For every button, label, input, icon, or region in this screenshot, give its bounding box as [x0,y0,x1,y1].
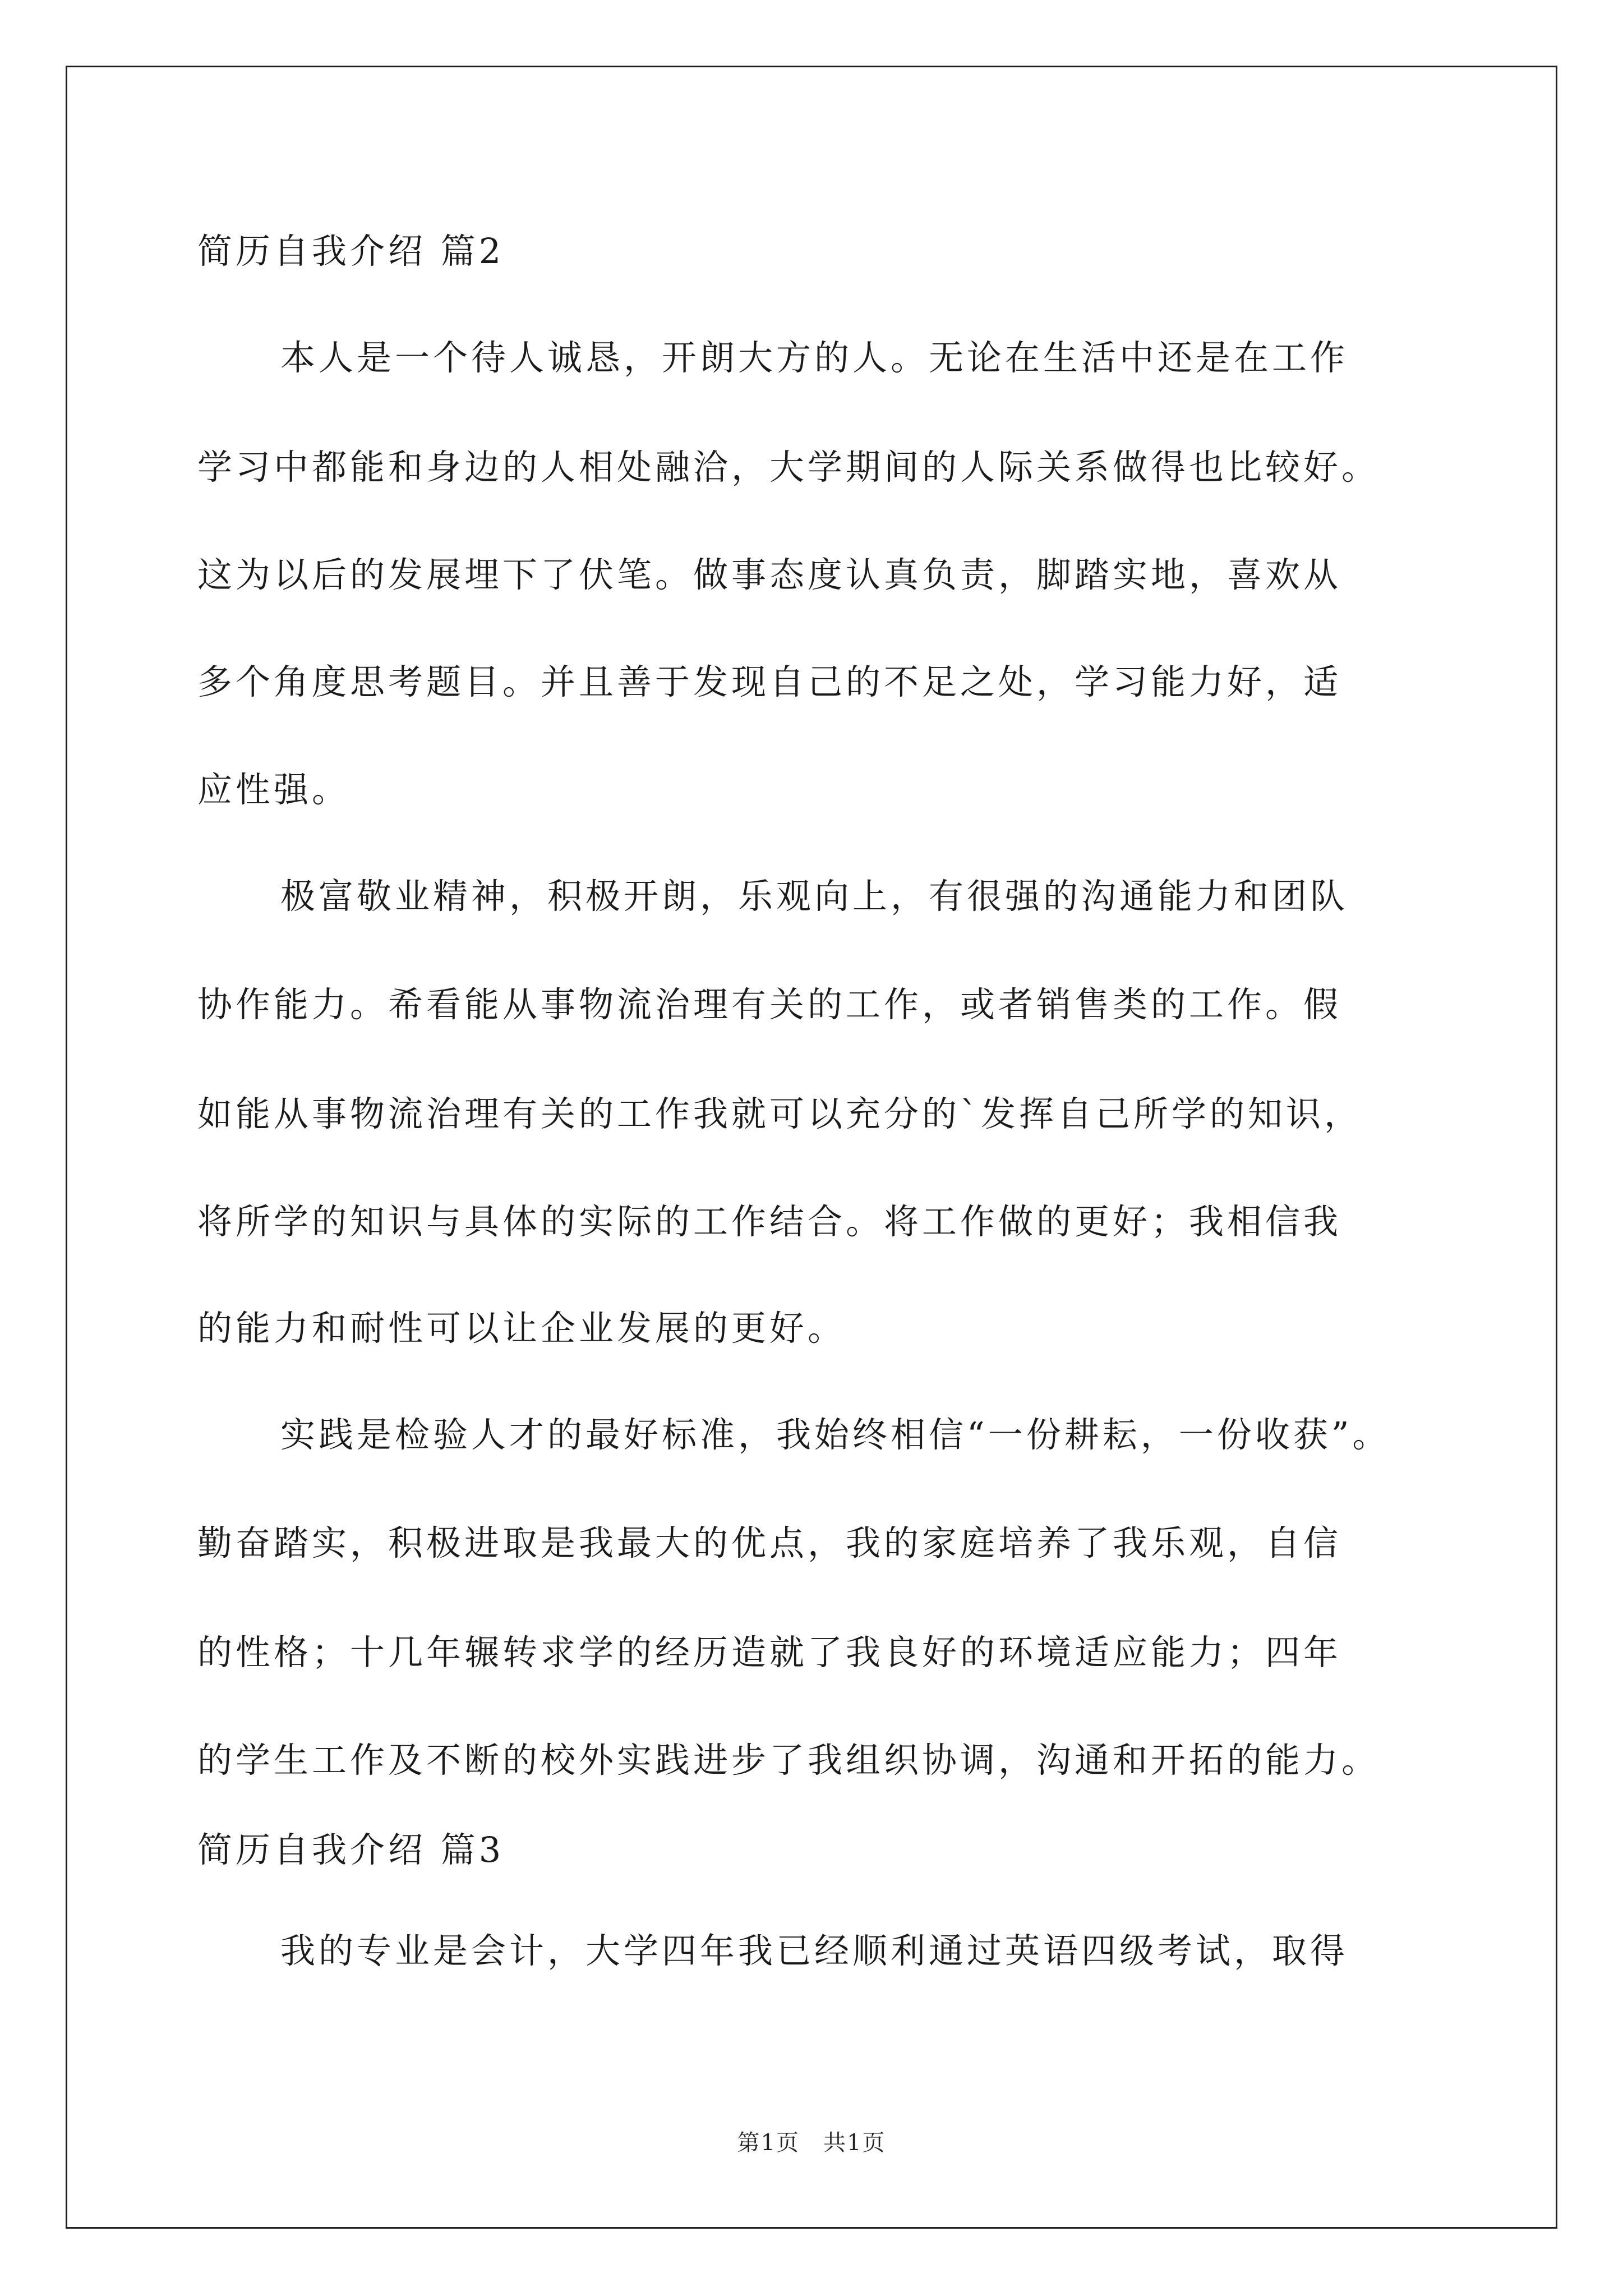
paragraph-line: 实践是检验人才的最好标准，我始终相信“一份耕耘，一份收获”。 [280,1414,1391,1455]
section-heading: 简历自我介绍 篇3 [197,1829,505,1870]
paragraph-line: 极富敬业精神，积极开朗，乐观向上，有很强的沟通能力和团队 [280,876,1349,917]
section-heading: 简历自我介绍 篇2 [197,231,505,272]
paragraph-line: 学习中都能和身边的人相处融洽，大学期间的人际关系做得也比较好。 [197,447,1380,487]
paragraph-line: 的能力和耐性可以让企业发展的更好。 [197,1308,846,1349]
paragraph-line: 的性格；十几年辗转求学的经历造就了我良好的环境适应能力；四年 [197,1632,1342,1673]
paragraph-line: 勤奋踏实，积极进取是我最大的优点，我的家庭培养了我乐观，自信 [197,1522,1342,1563]
page-number: 第1页 共1页 [737,2130,886,2156]
page-border [66,66,1557,2229]
paragraph-line: 我的专业是会计，大学四年我已经顺利通过英语四级考试，取得 [280,1930,1349,1971]
paragraph-line: 协作能力。希看能从事物流治理有关的工作，或者销售类的工作。假 [197,984,1342,1025]
paragraph-line: 这为以后的发展埋下了伏笔。做事态度认真负责，脚踏实地，喜欢从 [197,554,1342,595]
paragraph-line: 本人是一个待人诚恳，开朗大方的人。无论在生活中还是在工作 [280,337,1349,378]
paragraph-line: 将所学的知识与具体的实际的工作结合。将工作做的更好；我相信我 [197,1201,1342,1242]
paragraph-line: 多个角度思考题目。并且善于发现自己的不足之处，学习能力好，适 [197,661,1342,702]
paragraph-line: 如能从事物流治理有关的工作我就可以充分的`发挥自己所学的知识， [197,1093,1363,1134]
paragraph-line: 应性强。 [197,769,351,810]
paragraph-line: 的学生工作及不断的校外实践进步了我组织协调，沟通和开拓的能力。 [197,1740,1380,1780]
